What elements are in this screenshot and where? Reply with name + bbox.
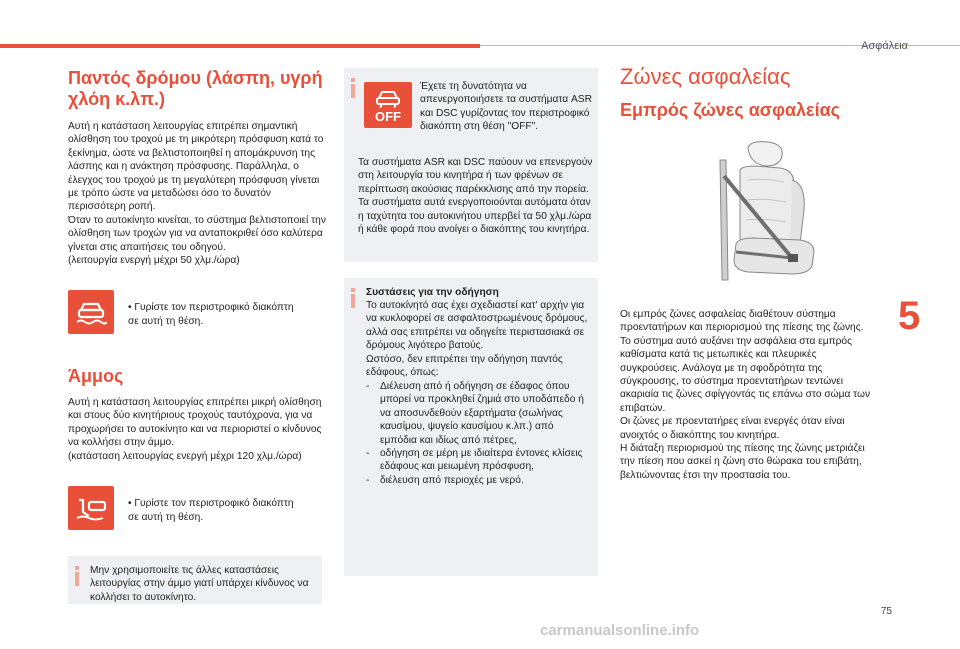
info-icon <box>74 566 80 586</box>
list-item: - Διέλευση από ή οδήγηση σε έδαφος όπου μπορεί να προκληθεί ζημιά στο υποδάπεδο ή να αποσυνδεθούν εξαρτήματα (σωλήνας καυσίμου, ψυγείο καυσίμου κ.λπ.) από εμπόδια και ιδίως από πέτρες, <box>366 381 584 446</box>
watermark: carmanualsonline.info <box>540 622 700 639</box>
dash-marker: - <box>366 381 370 392</box>
front-seatbelts-description: Οι εμπρός ζώνες ασφαλείας διαθέτουν σύστημα προεντατήρων και περιορισμού της πίεσης της ζώνης. Το σύστημα αυτό αυξάνει την ασφάλεια στα εμπρός καθίσματα κατά τις μετωπικές και πλευρικές συγκρούσεις. Ανάλογα με τη σφοδρότητα της σύγκρουσης, το σύστημα προεντατήρων τεντώνει ακαριαία τις ζώνες σφίγγοντάς τις επάνω στο σώμα των επιβατών. Οι ζώνες με προεντατήρες είναι ενεργές όταν είναι ανοιχτός ο διακόπτης του κινητήρα. Η διάταξη περιορισμού της πίεσης της ζώνης μετριάζει την πίεση που ασκεί η ζώνη στο θώρακα του επιβάτη, βελτιώνοντας έτσι την προστασία του. <box>620 309 871 481</box>
column-left <box>68 68 326 267</box>
bullet-marker: • <box>128 302 135 314</box>
mud-mode-icon <box>68 290 114 334</box>
mud-mode-title: Παντός δρόμου (λάσπη, υγρή χλόη κ.λπ.) <box>68 68 323 109</box>
sand-instruction-text: Γυρίστε τον περιστροφικό διακόπτη σε αυτή τη θέση. <box>128 498 294 523</box>
sand-mode-description: Αυτή η κατάσταση λειτουργίας επιτρέπει μικρή ολίσθηση και στους δύο κινητήριους τροχούς ταυτόχρονα, για να προχωρήσει το αυτοκίνητο και να περιοριστεί ο κίνδυνος να κολλήσει στην άμμο. (κατάσταση λειτουργίας ενεργή μέχρι 120 χλμ./ώρα) <box>68 397 322 462</box>
driving-tips-note <box>344 278 598 576</box>
off-mode-icon <box>364 82 412 128</box>
sand-mode-title: Άμμος <box>68 366 124 386</box>
off-mode-text: Έχετε τη δυνατότητα να απενεργοποιήσετε τα συστήματα ASR και DSC γυρίζοντας τον περιστροφικό διακόπτη στη θέση "OFF". <box>420 81 592 133</box>
chapter-number: 5 <box>898 294 921 338</box>
sand-instruction <box>128 484 318 524</box>
sand-mode-icon <box>68 486 114 530</box>
off-mode-description: Τα συστήματα ASR και DSC παύουν να επενεργούν στη λειτουργία του κινητήρα ή των φρένων σε περίπτωση ακούσιας παρέκκλισης από την πορεία. Τα συστήματα αυτά ενεργοποιούνται αυτόματα όταν η ταχύτητα του αυτοκινήτου υπερβεί τα 50 χλμ./ώρα ή κάθε φορά που ανοίγει ο διακόπτης του κινητήρα. <box>358 157 593 236</box>
mud-instruction <box>128 288 318 328</box>
dash-marker: - <box>366 448 370 460</box>
dash-marker: - <box>366 474 370 486</box>
driving-tips-title: Συστάσεις για την οδήγηση <box>366 287 499 298</box>
driving-tips-list <box>366 380 592 487</box>
info-icon <box>350 288 356 308</box>
mud-mode-description: Αυτή η κατάσταση λειτουργίας επιτρέπει σημαντική ολίσθηση του τροχού με τη μικρότερη πρόσφυση κατά το ξεκίνημα, ώστε να βελτιστοποιηθεί η απομάκρυνση της λάσπης και η ανάκτηση πρόσφυσης. Παράλληλα, ο έλεγχος του τροχού με τη μεγαλύτερη πρόσφυση γίνεται με τρόπο ώστε να μεταδώσει όσο το δυνατόν περισσότερη ροπή. Όταν το αυτοκίνητο κινείται, το σύστημα βελτιστοποιεί την ολίσθηση των τροχών για να ανταποκριθεί όσο καλύτερα γίνεται στις απαιτήσεις του οδηγού. (λειτουργία ενεργή μέχρι 50 χλμ./ώρα) <box>68 121 326 267</box>
seatbelts-title: Ζώνες ασφαλείας <box>620 64 791 89</box>
seat-icon <box>696 140 844 290</box>
info-icon <box>350 78 356 98</box>
sand-warning-text: Μην χρησιμοποιείτε τις άλλες καταστάσεις λειτουργίας στην άμμο γιατί υπάρχει κίνδυνος να κολλήσει το αυτοκίνητο. <box>90 565 309 603</box>
front-seatbelts-subtitle: Εμπρός ζώνες ασφαλείας <box>620 100 840 120</box>
driving-tips-intro: Το αυτοκίνητό σας έχει σχεδιαστεί κατ' αρχήν για να κυκλοφορεί σε ασφαλτοστρωμένους δρόμους, αλλά σας επιτρέπει να οδηγείτε περιστασιακά σε δρόμους λιγότερο βατούς. Ωστόσο, δεν επιτρέπει την οδήγηση παντός εδάφους, όπως: <box>366 300 588 379</box>
header-accent-bar <box>0 44 480 48</box>
mud-instruction-text: Γυρίστε τον περιστροφικό διακόπτη σε αυτή τη θέση. <box>128 302 294 327</box>
sand-car-icon <box>75 494 107 522</box>
off-label: OFF <box>375 109 401 124</box>
list-item: - διέλευση από περιοχές με νερό. <box>366 474 524 486</box>
mud-car-icon <box>75 298 107 326</box>
list-item: - οδήγηση σε μέρη με ιδιαίτερα έντονες κλίσεις εδάφους και μειωμένη πρόσφυση, <box>366 448 583 473</box>
page-number: 75 <box>880 606 892 617</box>
sand-warning-note <box>68 556 322 604</box>
seat-belt-illustration <box>696 140 844 290</box>
bullet-marker: • <box>128 498 135 510</box>
section-title: Ασφάλεια <box>861 40 908 52</box>
skid-car-icon <box>374 88 402 108</box>
